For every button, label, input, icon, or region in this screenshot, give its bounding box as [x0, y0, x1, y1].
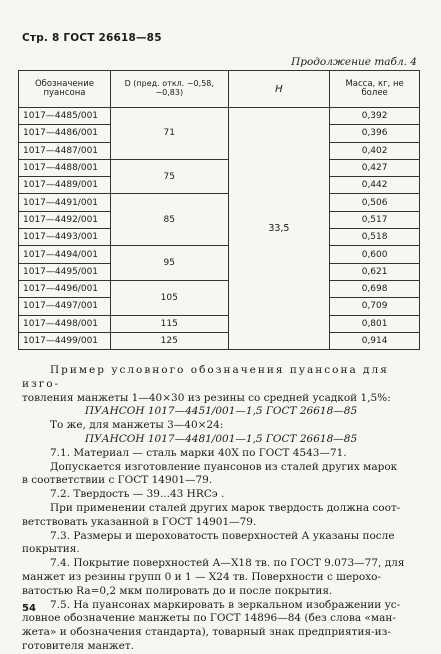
clause-7-4-line3: ватостью Ra=0,2 мкм полировать до и после покрытия.: [22, 584, 333, 597]
cell-d: 71: [110, 108, 228, 160]
cell-mass: 0,621: [330, 263, 420, 280]
cell-mass: 0,402: [330, 142, 420, 159]
clause-7-1: 7.1. Материал — сталь марки 40Х по ГОСТ 4543—71.: [50, 446, 347, 459]
clause-7-1-note-line1: Допускается изготовление пуансонов из сталей других марок: [50, 460, 398, 473]
cell-code: 1017—4497/001: [19, 298, 111, 315]
cell-mass: 0,506: [330, 194, 420, 211]
cell-mass: 0,709: [330, 298, 420, 315]
cell-h: 33,5: [228, 108, 330, 350]
cell-mass: 0,518: [330, 229, 420, 246]
cell-code: 1017—4496/001: [19, 280, 111, 297]
clause-7-2-note-line2: ветствовать указанной в ГОСТ 14901—79.: [22, 515, 257, 528]
example-designation-1: ПУАНСОН 1017—4451/001—1,5 ГОСТ 26618—85: [84, 405, 358, 418]
clause-7-4-line1: 7.4. Покрытие поверхностей А—Х18 тв. по ГОСТ 9.073—77, для: [50, 557, 405, 570]
cell-d: 75: [110, 159, 228, 194]
table-row: [19, 246, 420, 263]
page-number: 54: [22, 603, 36, 614]
table-row: [19, 194, 420, 211]
cell-code: 1017—4486/001: [19, 125, 111, 142]
clause-7-5-line2: ловное обозначение манжеты по ГОСТ 14896—84 (без слова «ман-: [22, 612, 396, 625]
table-caption: Продолжение табл. 4: [291, 56, 417, 68]
page-header: Стр. 8 ГОСТ 26618—85: [22, 32, 162, 44]
cell-code: 1017—4495/001: [19, 263, 111, 280]
clause-7-5-line4: готовителя манжет.: [22, 639, 134, 652]
cell-d: 115: [110, 315, 228, 332]
example-intro-line2: товления манжеты 1—40×30 из резины со средней усадкой 1,5%:: [22, 391, 391, 404]
cell-code: 1017—4492/001: [19, 211, 111, 228]
cell-code: 1017—4494/001: [19, 246, 111, 263]
table-row: [19, 108, 420, 125]
clause-7-1-note-line2: в соответствии с ГОСТ 14901—79.: [22, 474, 213, 487]
cell-code: 1017—4493/001: [19, 229, 111, 246]
cell-mass: 0,914: [330, 332, 420, 349]
clause-7-2: 7.2. Твердость — 39...43 HRCэ .: [50, 488, 225, 501]
table-row: [19, 159, 420, 176]
cell-code: 1017—4489/001: [19, 177, 111, 194]
header-d: D (пред. откл. −0,58, −0,83): [110, 71, 228, 108]
header-designation: Обозначение пуансона: [19, 71, 111, 108]
table-row: [19, 332, 420, 349]
cell-mass: 0,442: [330, 177, 420, 194]
clause-7-3-line2: покрытия.: [22, 543, 80, 556]
cell-mass: 0,427: [330, 159, 420, 176]
cell-d: 105: [110, 280, 228, 315]
cell-mass: 0,392: [330, 108, 420, 125]
cell-code: 1017—4488/001: [19, 159, 111, 176]
cell-code: 1017—4491/001: [19, 194, 111, 211]
example-same-for: То же, для манжеты 3—40×24:: [50, 419, 224, 432]
cell-mass: 0,698: [330, 280, 420, 297]
table-row: [19, 280, 420, 297]
data-table: [18, 70, 420, 350]
header-h: H: [228, 71, 330, 108]
cell-mass: 0,396: [330, 125, 420, 142]
cell-d: 95: [110, 246, 228, 281]
clause-7-5-line1: 7.5. На пуансонах маркировать в зеркальном изображении ус-: [50, 598, 401, 611]
cell-code: 1017—4498/001: [19, 315, 111, 332]
cell-code: 1017—4499/001: [19, 332, 111, 349]
clause-7-3-line1: 7.3. Размеры и шероховатость поверхностей А указаны после: [50, 529, 395, 542]
clause-7-2-note-line1: При применении сталей других марок твердость должна соот-: [50, 501, 401, 514]
table-row: [19, 315, 420, 332]
example-designation-2: ПУАНСОН 1017—4481/001—1,5 ГОСТ 26618—85: [84, 432, 358, 445]
cell-d: 85: [110, 194, 228, 246]
clause-7-5-line3: жета» и обозначения стандарта), товарный знак предприятия-из-: [22, 626, 391, 639]
body-text: [22, 364, 420, 654]
cell-d: 125: [110, 332, 228, 349]
example-intro-line1: Пример условного обозначения пуансона для изго-: [22, 364, 389, 390]
cell-mass: 0,600: [330, 246, 420, 263]
cell-code: 1017—4485/001: [19, 108, 111, 125]
header-mass: Масса, кг, не более: [330, 71, 420, 108]
cell-code: 1017—4487/001: [19, 142, 111, 159]
clause-7-4-line2: манжет из резины групп 0 и 1 — Х24 тв. Поверхности с шерохо-: [22, 570, 381, 583]
cell-mass: 0,801: [330, 315, 420, 332]
cell-mass: 0,517: [330, 211, 420, 228]
